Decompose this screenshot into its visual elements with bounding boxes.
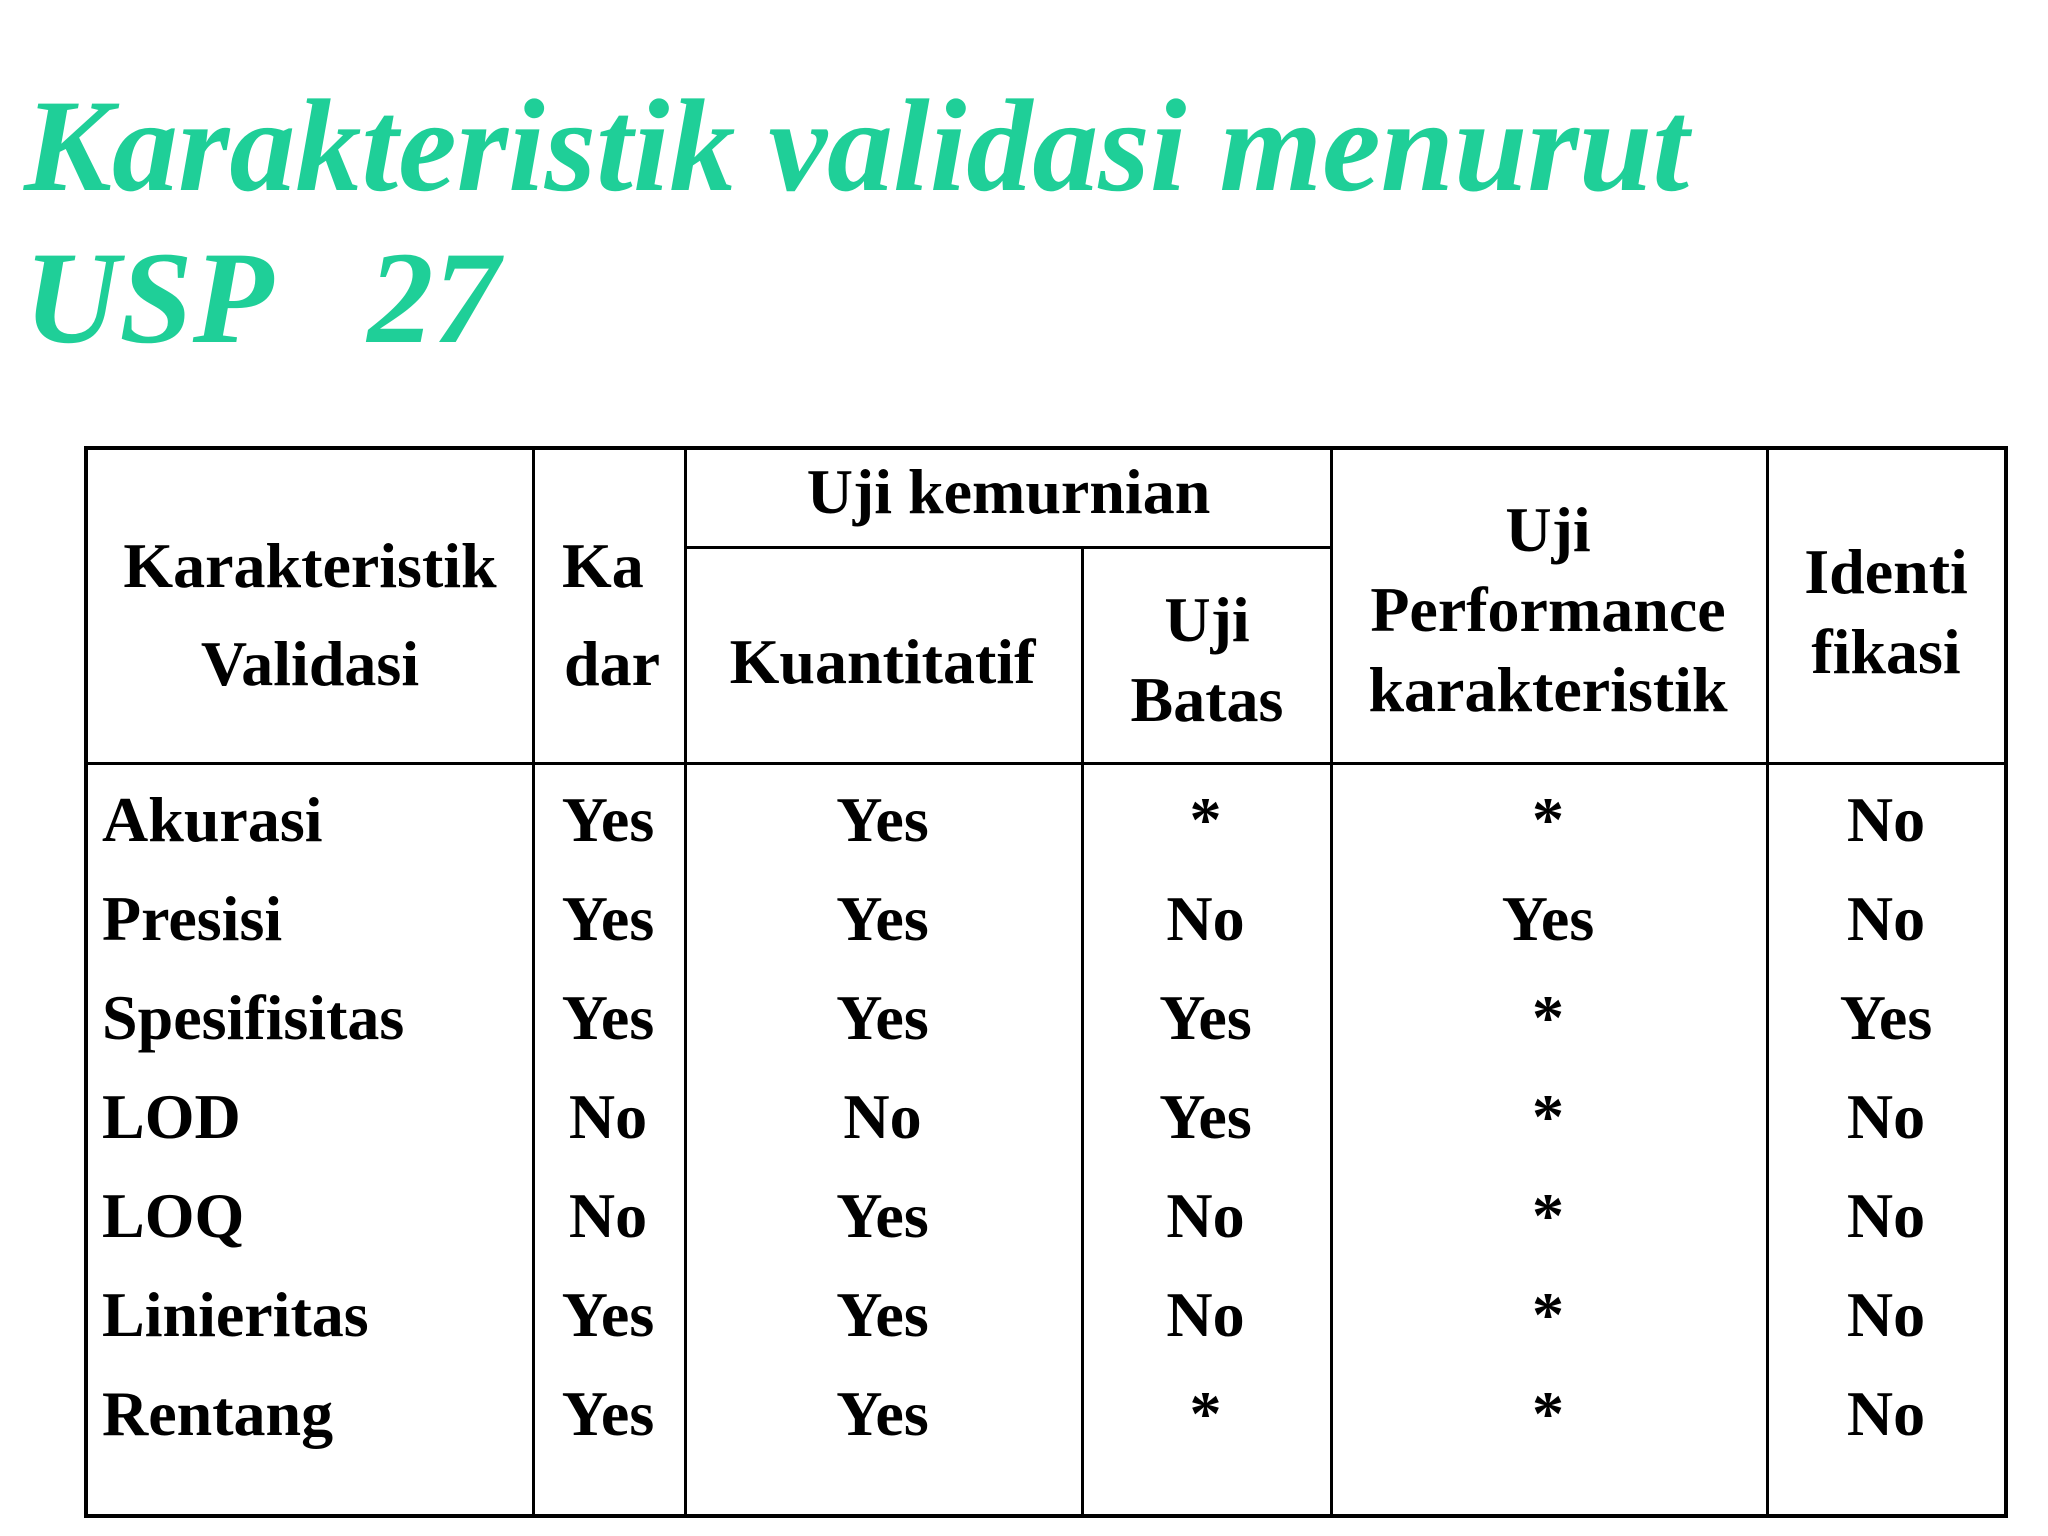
cell-kuantitatif: No bbox=[843, 1081, 922, 1152]
cell-uji-batas: * bbox=[1189, 784, 1222, 855]
header-bottom-rule bbox=[88, 762, 2004, 765]
group-underline bbox=[684, 546, 1333, 549]
cell-performance: * bbox=[1532, 1081, 1564, 1152]
header-uji-kemurnian: Uji kemurnian bbox=[806, 456, 1211, 527]
cell-kadar: Yes bbox=[561, 982, 655, 1053]
cell-identifikasi: No bbox=[1846, 784, 1926, 855]
cell-kadar: Yes bbox=[561, 784, 655, 855]
cell-kadar: Yes bbox=[561, 1279, 655, 1350]
row-name: Rentang bbox=[102, 1378, 334, 1449]
cell-kadar: No bbox=[568, 1180, 648, 1251]
header-karakteristik-validasi: Karakteristik Validasi bbox=[123, 530, 497, 699]
cell-kuantitatif: Yes bbox=[836, 1180, 929, 1251]
cell-uji-batas: * bbox=[1189, 1378, 1222, 1449]
cell-uji-batas: No bbox=[1166, 1279, 1245, 1350]
cell-performance: * bbox=[1532, 982, 1564, 1053]
cell-performance: * bbox=[1532, 1378, 1564, 1449]
cell-performance: * bbox=[1532, 1180, 1564, 1251]
row-name: Linieritas bbox=[102, 1279, 369, 1350]
title-line-2: USP 27 bbox=[24, 224, 500, 371]
header-kadar: Ka dar bbox=[562, 530, 660, 699]
header-kuantitatif: Kuantitatif bbox=[729, 626, 1036, 697]
cell-uji-batas: No bbox=[1166, 883, 1245, 954]
cell-identifikasi: No bbox=[1846, 1378, 1926, 1449]
cell-kadar: Yes bbox=[561, 883, 655, 954]
title-line-1: Karakteristik validasi menurut bbox=[24, 72, 1689, 219]
cell-kuantitatif: Yes bbox=[836, 1279, 929, 1350]
cell-performance: * bbox=[1532, 784, 1564, 855]
cell-identifikasi: Yes bbox=[1839, 982, 1933, 1053]
cell-kuantitatif: Yes bbox=[836, 883, 929, 954]
cell-kuantitatif: Yes bbox=[836, 982, 929, 1053]
header-identifikasi: Identi fikasi bbox=[1804, 536, 1968, 687]
cell-identifikasi: No bbox=[1846, 1279, 1926, 1350]
cell-kuantitatif: Yes bbox=[836, 1378, 929, 1449]
row-name: LOQ bbox=[102, 1180, 245, 1251]
cell-performance: * bbox=[1532, 1279, 1564, 1350]
cell-uji-batas: No bbox=[1166, 1180, 1245, 1251]
row-name: Presisi bbox=[102, 883, 283, 954]
row-name: Spesifisitas bbox=[102, 982, 405, 1053]
row-name: Akurasi bbox=[102, 784, 323, 855]
header-uji-batas: Uji Batas bbox=[1130, 584, 1284, 735]
validation-table bbox=[84, 446, 2008, 1518]
cell-performance: Yes bbox=[1501, 883, 1595, 954]
cell-identifikasi: No bbox=[1846, 1081, 1926, 1152]
cell-kadar: Yes bbox=[561, 1378, 655, 1449]
cell-kuantitatif: Yes bbox=[836, 784, 929, 855]
header-uji-performance: Uji Performance karakteristik bbox=[1368, 494, 1728, 725]
cell-uji-batas: Yes bbox=[1159, 982, 1252, 1053]
slide-title bbox=[24, 70, 1689, 374]
cell-identifikasi: No bbox=[1846, 883, 1926, 954]
cell-identifikasi: No bbox=[1846, 1180, 1926, 1251]
row-name: LOD bbox=[102, 1081, 241, 1152]
cell-uji-batas: Yes bbox=[1159, 1081, 1252, 1152]
cell-kadar: No bbox=[568, 1081, 648, 1152]
